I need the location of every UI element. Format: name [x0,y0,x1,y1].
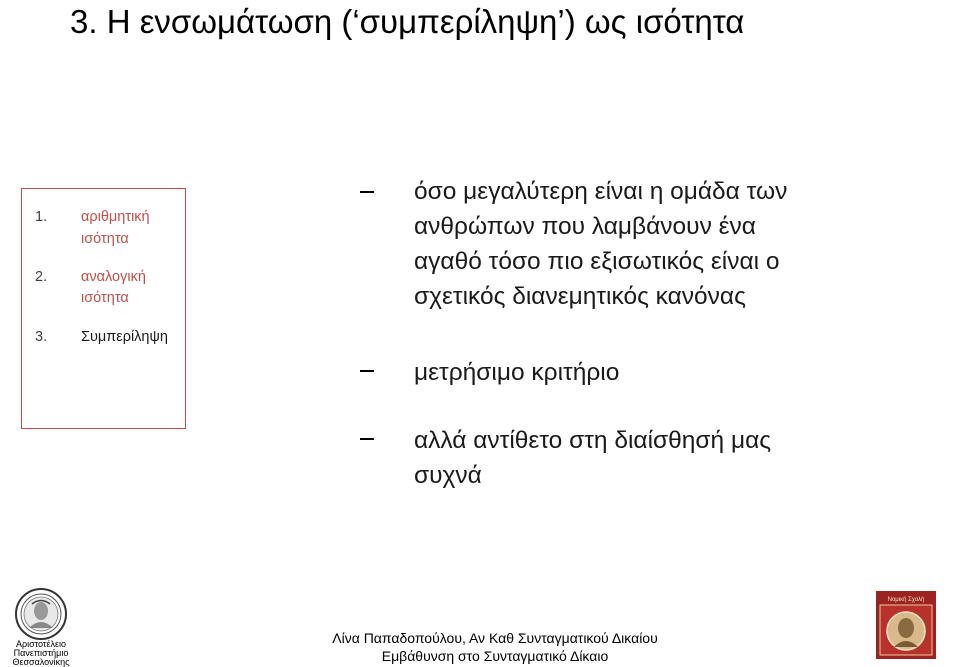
law-school-seal-text: Νομική Σχολή [887,597,925,603]
university-name [0,640,82,667]
law-school-seal-icon [876,591,936,659]
bullet-line: συχνά [414,462,482,489]
table-of-contents [21,188,186,429]
bullet-line: όσο μεγαλύτερη είναι η ομάδα των [414,178,788,205]
toc-label-cont: ισότητα [81,290,129,306]
footer-course: Εμβάθυνση στο Συνταγματικό Δίκαιο [381,648,609,664]
toc-number: 1. [35,209,48,225]
footer-author: Λίνα Παπαδοπούλου, Αν Καθ Συνταγματικού Δικαίου [332,630,658,646]
slide-title: 3. Η ενσωμάτωση (‘συμπερίληψη’) ως ισότητα [70,3,745,40]
toc-label: αναλογική [81,269,146,285]
footer-credit [300,629,690,665]
toc-label-cont: ισότητα [81,231,129,247]
bullet-line: ανθρώπων που λαμβάνουν ένα [414,213,756,240]
bullet-text [414,355,934,390]
toc-label: αριθμητική [81,209,150,225]
toc-number: 2. [35,269,48,285]
university-seal-icon [12,588,70,640]
toc-label: Συμπερίληψη [81,329,168,345]
bullet-dash [360,370,374,372]
bullet-dash [360,438,374,440]
toc-number: 3. [35,329,48,345]
university-name-line: Πανεπιστήμιο [13,648,69,658]
university-name-line: Θεσσαλονίκης [12,657,70,667]
bullet-text [414,174,934,314]
bullet-line: αλλά αντίθετο στη διαίσθησή μας [414,427,772,454]
bullet-line: μετρήσιμο κριτήριο [414,359,620,386]
university-name-line: Αριστοτέλειο [15,639,67,649]
bullet-line: αγαθό τόσο πιο εξισωτικός είναι ο [414,248,780,275]
bullet-text [414,423,934,493]
bullet-dash [360,191,374,193]
bullet-line: σχετικός διανεμητικός κανόνας [414,283,746,310]
